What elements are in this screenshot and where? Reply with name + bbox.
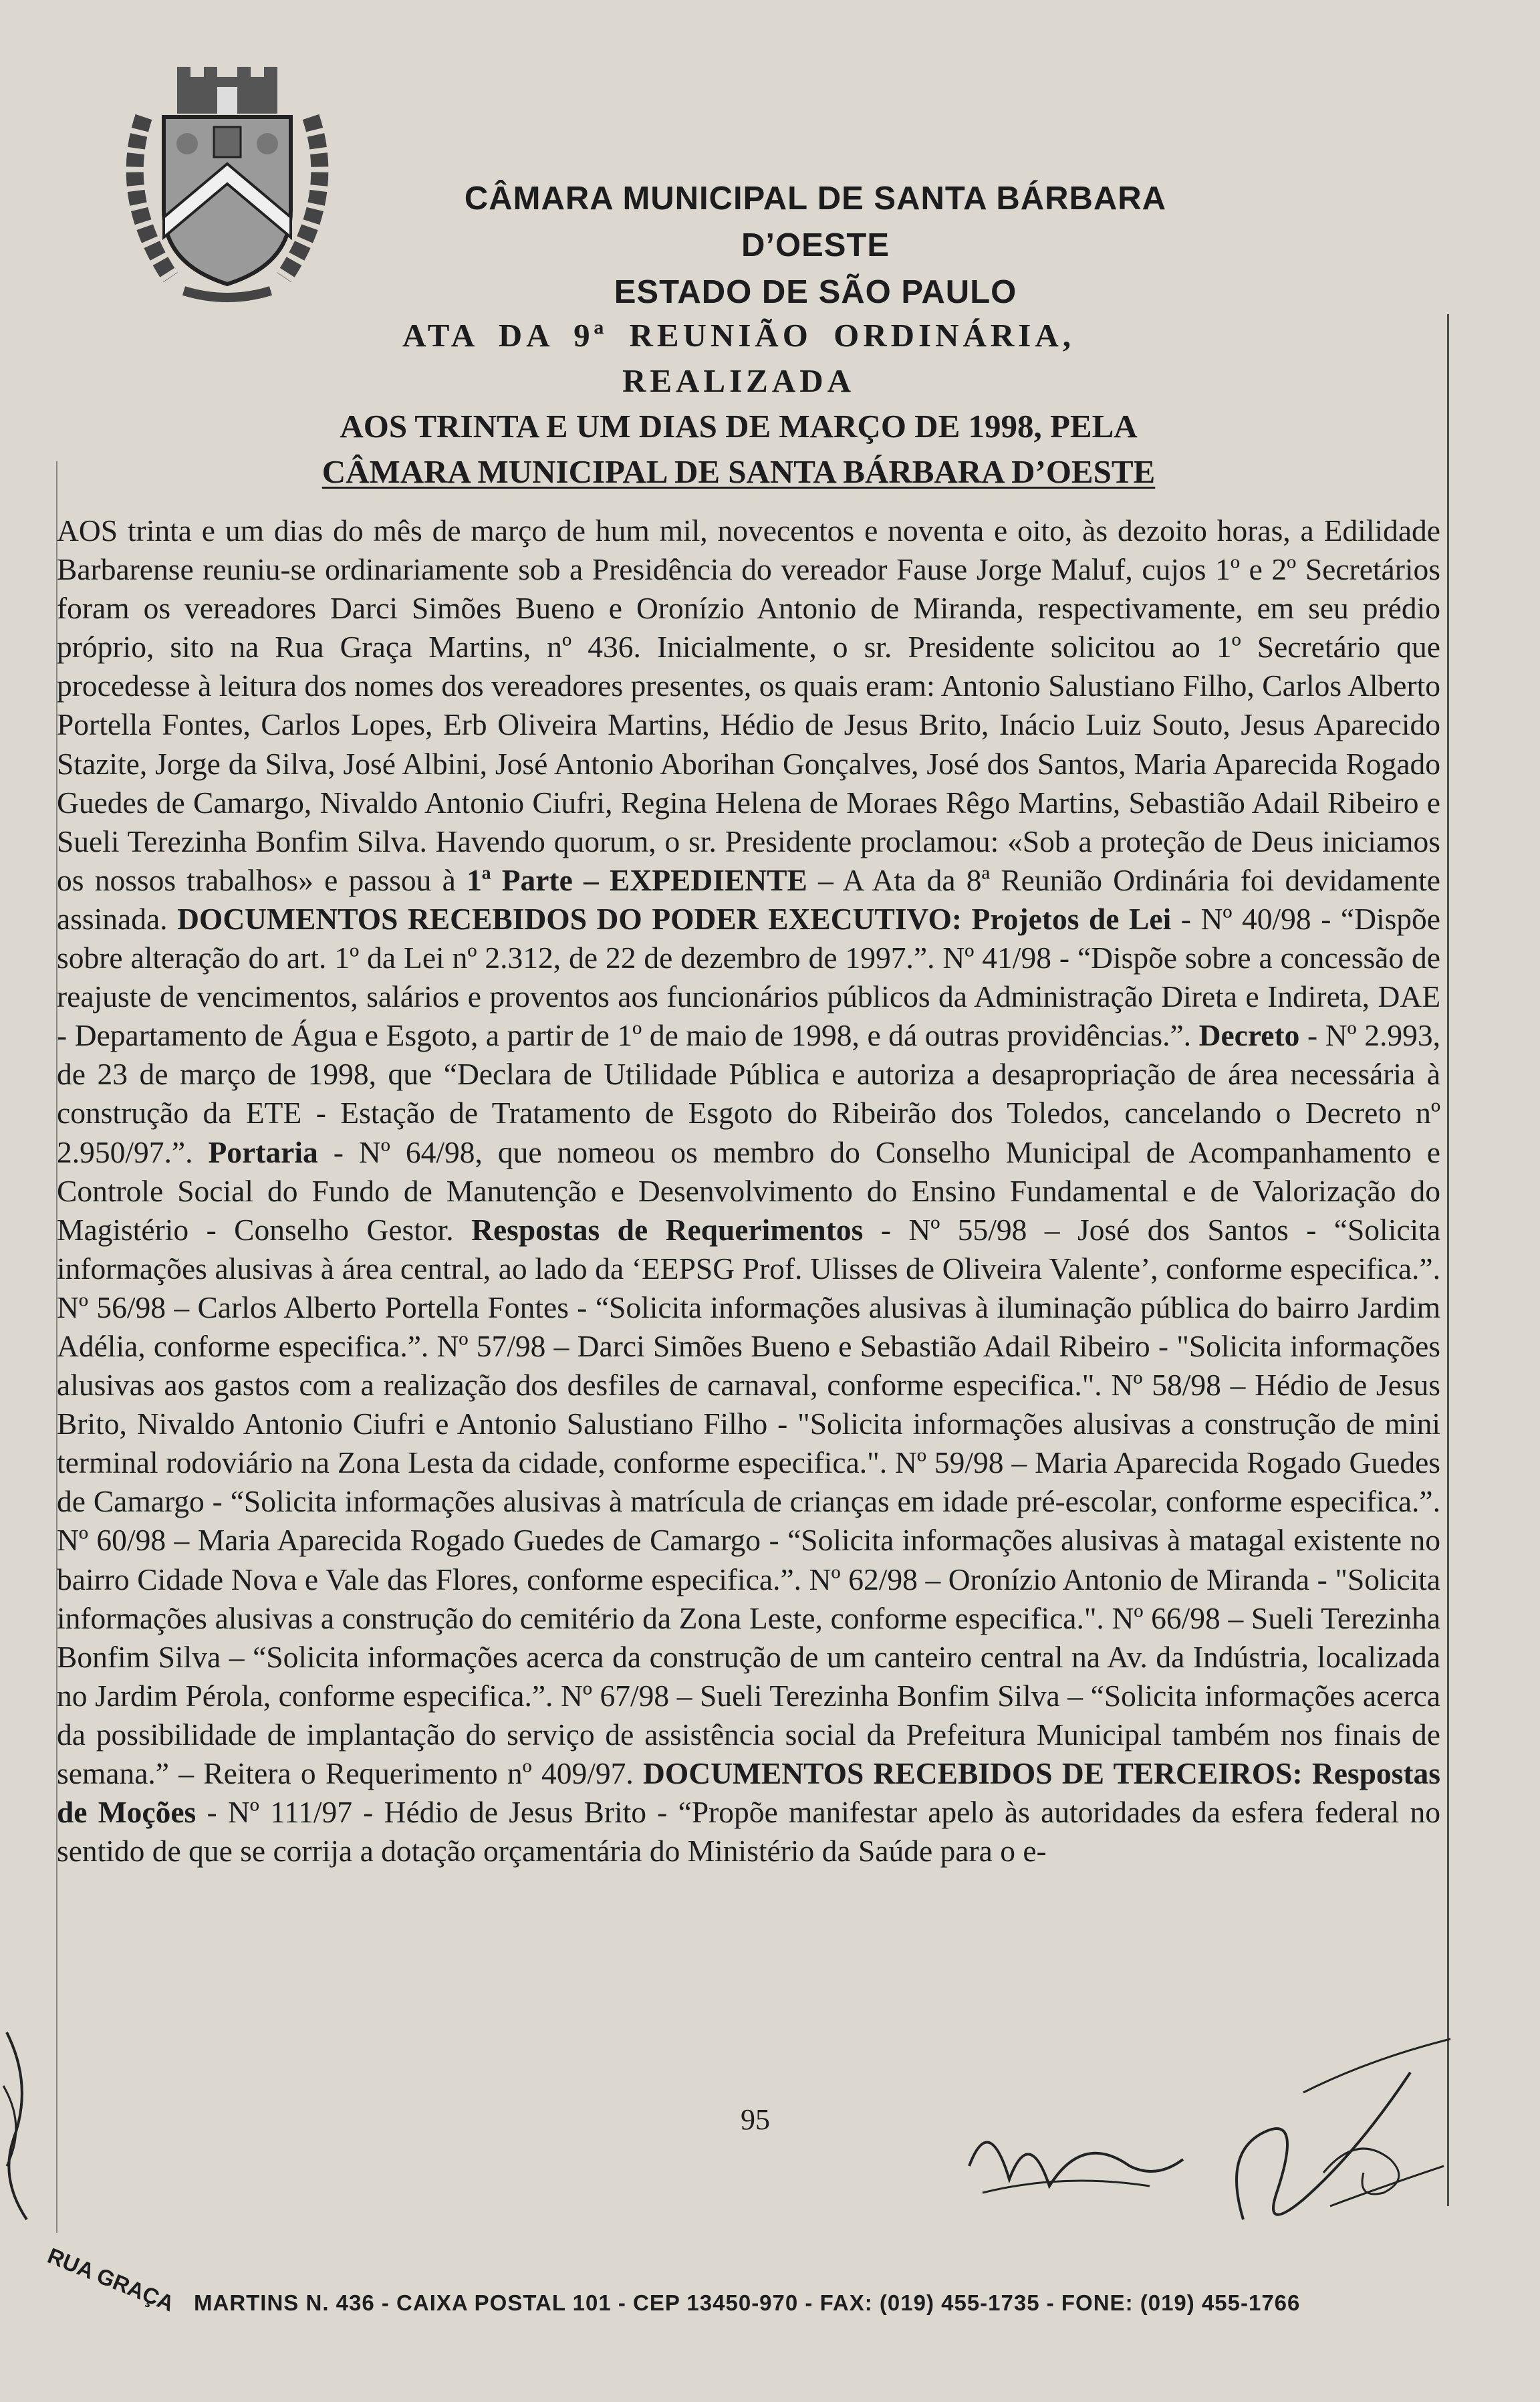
body-bold-expediente: 1ª Parte – EXPEDIENTE bbox=[467, 862, 807, 897]
title-line-2: AOS TRINTA E UM DIAS DE MARÇO DE 1998, PELA bbox=[340, 408, 1138, 445]
body-text: – A Ata da 8ª Reunião Ordinária foi devidamente assinada. bbox=[57, 862, 1441, 936]
body-text: AOS trinta e um dias do mês de março de hum mil, novecentos e noventa e oito, às dezoito horas, a Edilidade Barbarense reuniu-se ordinariamente sob a Presidência do vereador Fause Jorge Maluf, cujos 1º e 2º Secretários foram os vereadores Darci Simões Bueno e Oronízio Antonio de Miranda, respectivamente, em seu prédio próprio, sito na Rua Graça Martins, nº 436. Inicialmente, o sr. Presidente solicitou ao 1º Secretário que procedesse à leitura dos nomes dos vereadores presentes, os quais eram: Antonio Salustiano Filho, Carlos Alberto Portella Fontes, Carlos Lopes, Erb Oliveira Martins, Hédio de Jesus Brito, Inácio Luiz Souto, Jesus Aparecido Stazite, Jorge da Silva, José Albini, José Antonio Aborihan Gonçalves, José dos Santos, Maria Aparecida Rogado Guedes de Camargo, Nivaldo Antonio Ciufri, Regina Helena de Moraes Rêgo Martins, Sebastião Adail Ribeiro e Sueli Terezinha Bonfim Silva. Havendo quorum, o sr. Presidente proclamou: «Sob a proteção de Deus iniciamos os nossos trabalhos» e passou à bbox=[57, 513, 1440, 897]
right-margin-line bbox=[1447, 314, 1449, 2206]
body-bold-executivo: DOCUMENTOS RECEBIDOS DO PODER EXECUTIVO: Projetos de Lei bbox=[177, 901, 1172, 936]
page-number: 95 bbox=[741, 2103, 770, 2136]
footer-curved-text: RUA GRAÇA bbox=[44, 2243, 178, 2316]
body-bold-decreto: Decreto bbox=[1198, 1018, 1300, 1053]
footer-address: MARTINS N. 436 - CAIXA POSTAL 101 - CEP 13450-970 - FAX: (019) 455-1735 - FONE: (019) 455-1766 bbox=[194, 2290, 1301, 2315]
body-text: - Nº 55/98 – José dos Santos - “Solicita informações alusivas à área central, ao lado da ‘EEPSG Prof. Ulisses de Oliveira Valente’, conforme especifica.”. Nº 56/98 – Carlos Alberto Portella Fontes - “Solicita informações alusivas à iluminação pública do bairro Jardim Adélia, conforme especifica.”. Nº 57/98 – Darci Simões Bueno e Sebastião Adail Ribeiro - "Solicita informações alusivas aos gastos com a realização dos desfiles de carnaval, conforme especifica.". Nº 58/98 – Hédio de Jesus Brito, Nivaldo Antonio Ciufri e Antonio Salustiano Filho - "Solicita informações alusivas a construção de mini terminal rodoviário na Zona Lesta da cidade, conforme especifica.". Nº 59/98 – Maria Aparecida Rogado Guedes de Camargo - “Solicita informações alusivas à matrícula de crianças em idade pré-escolar, conforme especifica.”. Nº 60/98 – Maria Aparecida Rogado Guedes de Camargo - “Solicita informações alusivas à matagal existente no bairro Cidade Nova e Vale das Flores, conforme especifica.”. Nº 62/98 – Oronízio Antonio de Miranda - "Solicita informações alusivas a construção do cemitério da Zona Leste, conforme especifica.". Nº 66/98 – Sueli Terezinha Bonfim Silva – “Solicita informações acerca da construção de um canteiro central na Av. da Indústria, localizada no Jardim Pérola, conforme especifica.”. Nº 67/98 – Sueli Terezinha Bonfim Silva – “Solicita informações acerca da possibilidade de implantação do serviço de assistência social da Prefeitura Municipal também nos finais de semana.” – Reitera o Requerimento nº 409/97. bbox=[57, 1212, 1441, 1790]
title-line-1: ATA DA 9ª REUNIÃO ORDINÁRIA, REALIZADA bbox=[402, 317, 1075, 399]
body-bold-terceiros: DOCUMENTOS RECEBIDOS DE TERCEIROS: Respostas de Moções bbox=[57, 1756, 1440, 1830]
letterhead bbox=[401, 175, 1230, 316]
state-name: ESTADO DE SÃO PAULO bbox=[614, 274, 1017, 310]
margin-signature-mark bbox=[0, 2006, 40, 2273]
title-line-3: CÂMARA MUNICIPAL DE SANTA BÁRBARA D’OESTE bbox=[322, 453, 1156, 490]
institution-name: CÂMARA MUNICIPAL DE SANTA BÁRBARA D’OESTE bbox=[464, 181, 1167, 263]
body-text: - Nº 2.993, de 23 de março de 1998, que “Declara de Utilidade Pública e autoriza a desapropriação de área necessária à construção da ETE - Estação de Tratamento de Esgoto do Ribeirão dos Toledos, cancelando o Decreto nº 2.950/97.”. bbox=[57, 1018, 1441, 1169]
body-text: - Nº 64/98, que nomeou os membro do Conselho Municipal de Acompanhamento e Controle Social do Fundo de Manutenção e Desenvolvimento do Ensino Fundamental e de Valorização do Magistério - Conselho Gestor. bbox=[57, 1134, 1441, 1247]
handwritten-signatures bbox=[929, 2032, 1464, 2273]
body-bold-respostas: Respostas de Requerimentos bbox=[471, 1212, 864, 1247]
body-text: - Nº 111/97 - Hédio de Jesus Brito - “Propõe manifestar apelo às autoridades da esfera federal no sentido de que se corrija a dotação orçamentária do Ministério da Saúde para o e- bbox=[57, 1795, 1440, 1869]
minutes-title bbox=[297, 313, 1180, 495]
body-bold-portaria: Portaria bbox=[208, 1134, 318, 1169]
minutes-body bbox=[57, 511, 1440, 1871]
municipal-coat-of-arms bbox=[117, 64, 338, 304]
body-text: - Nº 40/98 - “Dispõe sobre alteração do art. 1º da Lei nº 2.312, de 22 de dezembro de 1997.”. Nº 41/98 - “Dispõe sobre a concessão de reajuste de vencimentos, salários e proventos aos funcionários públicos da Administração Direta e Indireta, DAE - Departamento de Água e Esgoto, a partir de 1º de maio de 1998, e dá outras providências.”. bbox=[57, 901, 1441, 1053]
